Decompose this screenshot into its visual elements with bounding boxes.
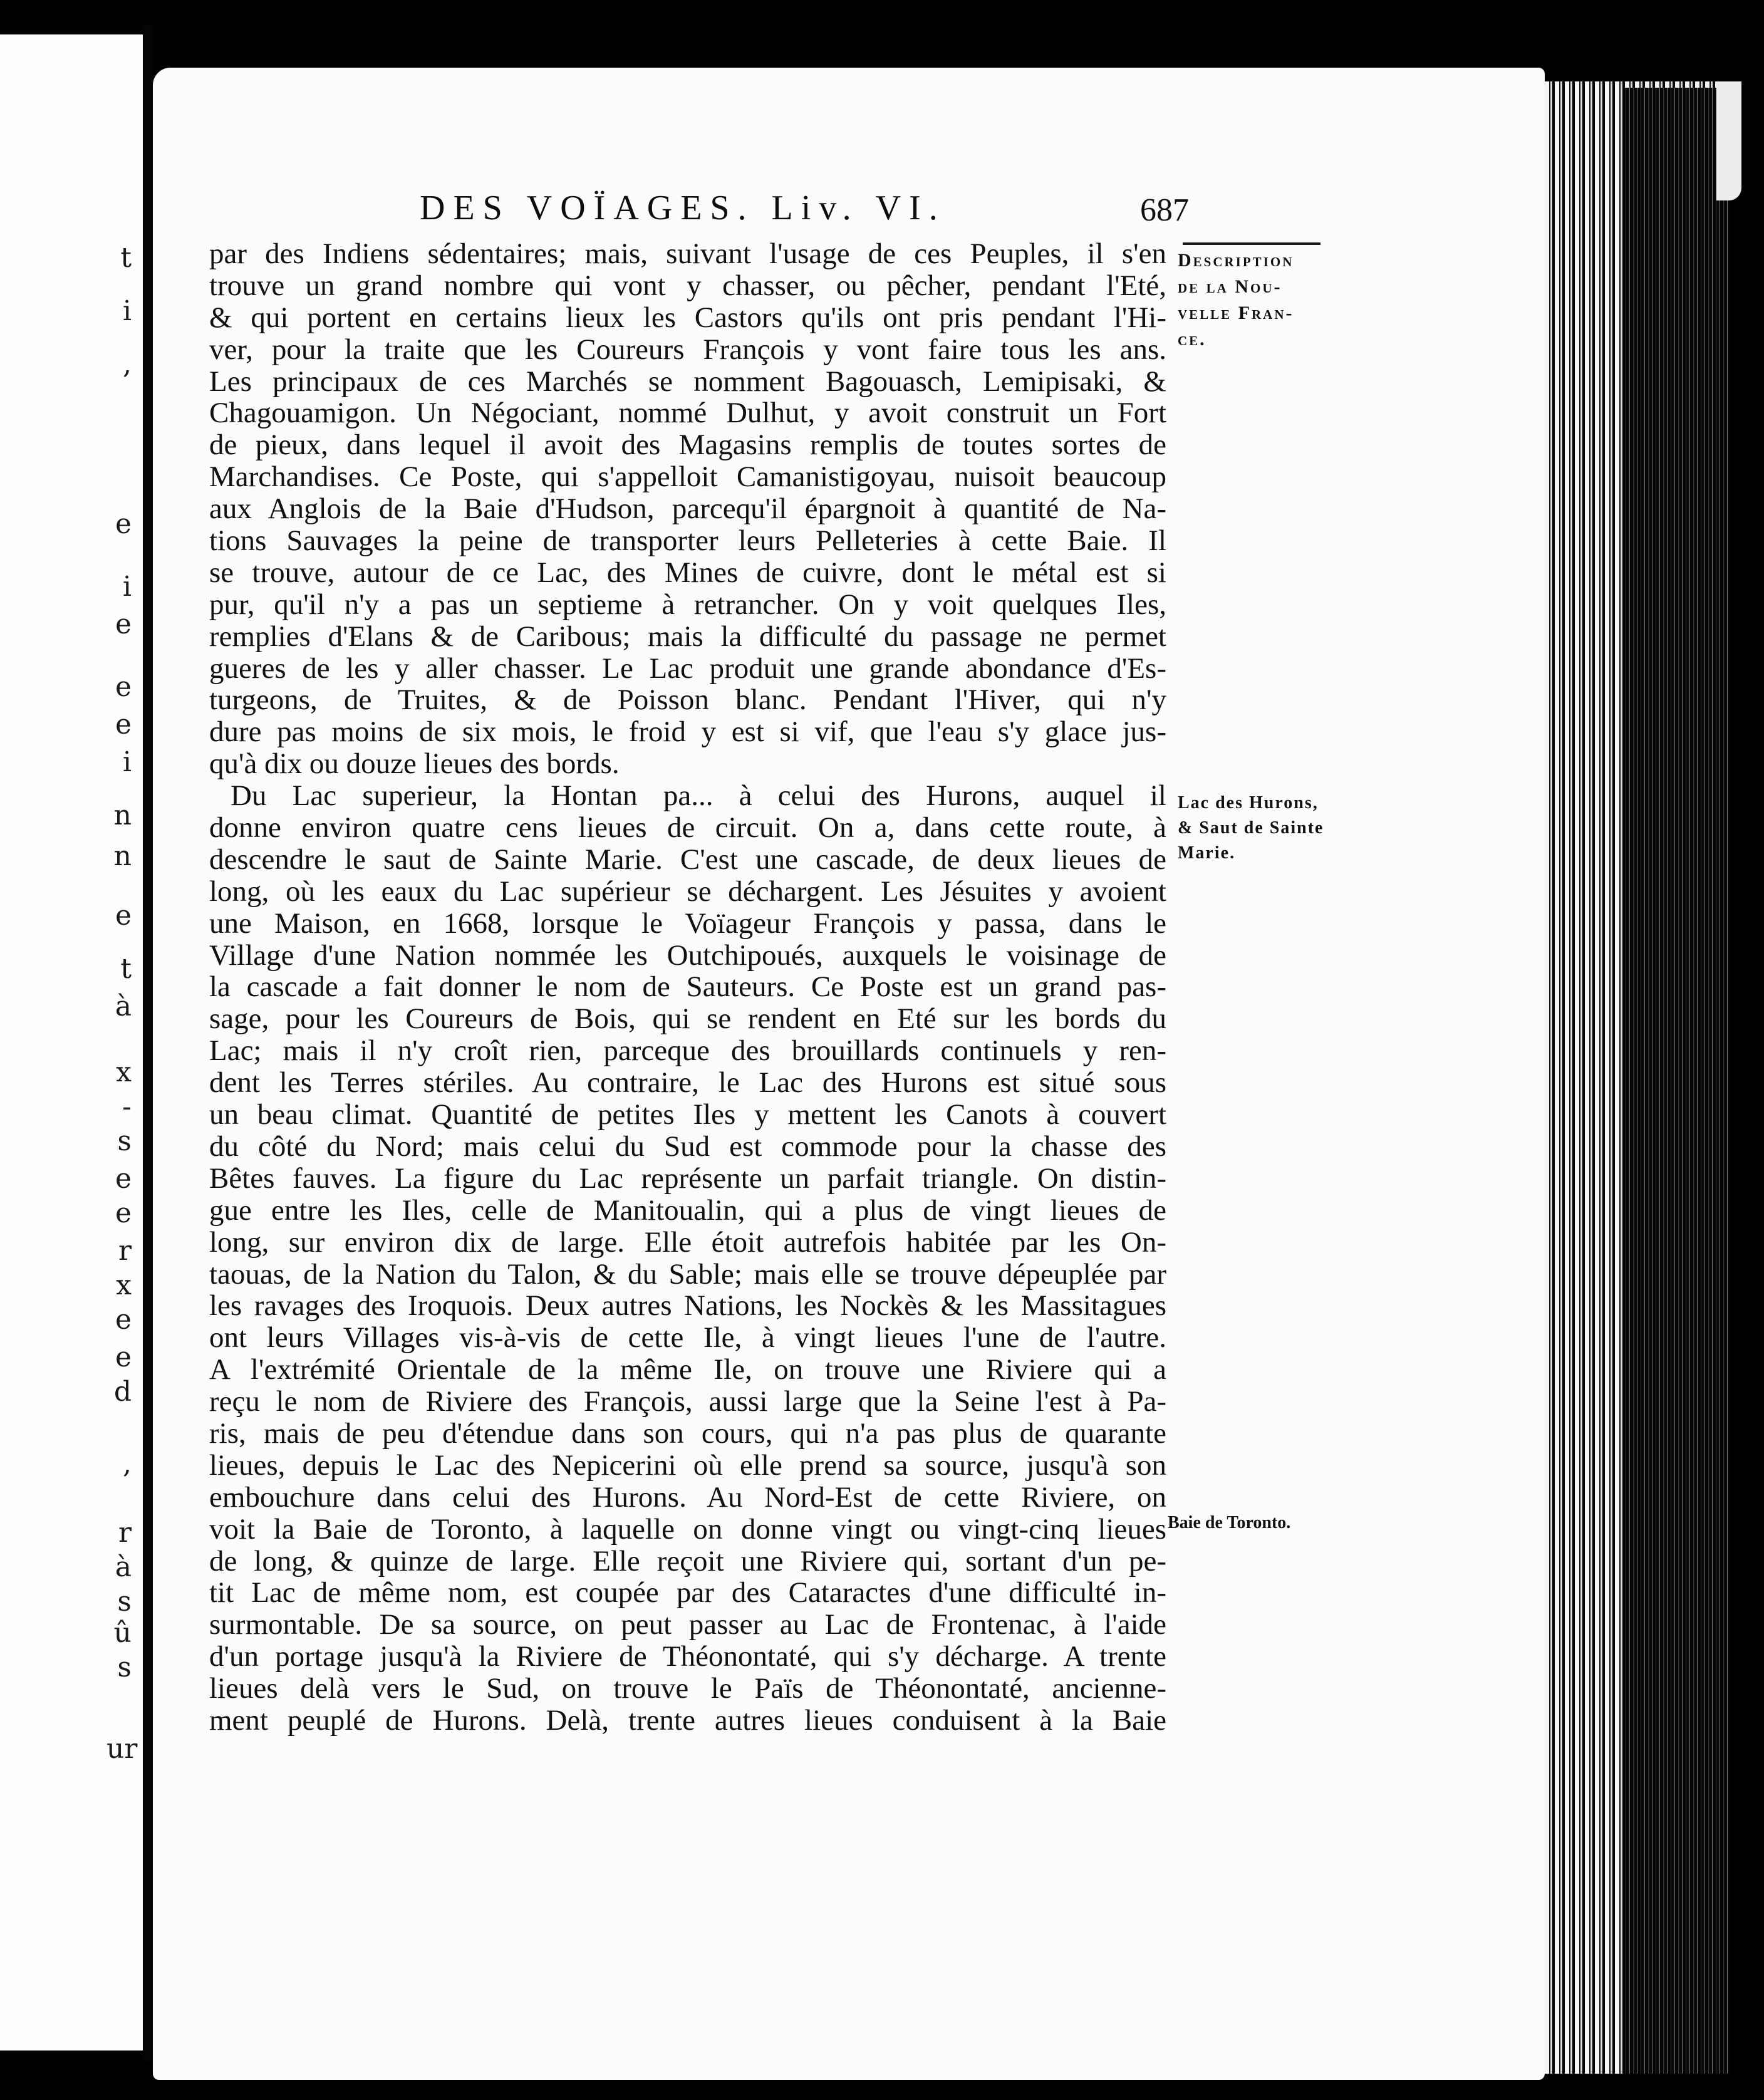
text-line: A l'extrémité Orientale de la même Ile, on trouve une Riviere qui a [209, 1353, 1166, 1386]
text-line: & qui portent en certains lieux les Castors qu'ils ont pris pendant l'Hi- [209, 301, 1166, 334]
marginal-note-description [1178, 247, 1333, 353]
marginal-note-line: de la Nou- [1178, 276, 1282, 297]
text-line: aux Anglois de la Baie d'Hudson, parcequ'il épargnoit à quantité de Na- [209, 492, 1166, 526]
text-line: ris, mais de peu d'étendue dans son cours, qui n'a pas plus de quarante [209, 1416, 1166, 1450]
facing-page-fragment: t [120, 953, 132, 985]
facing-page-fragment: s [117, 1586, 132, 1618]
facing-page-fragment: e [115, 1197, 132, 1229]
text-line: turgeons, de Truites, & de Poisson blanc. Pendant l'Hiver, qui n'y [209, 684, 1166, 717]
facing-page-fragment: i [122, 746, 132, 778]
facing-page-fragment: e [115, 900, 132, 932]
facing-page-fragment: à [115, 990, 132, 1022]
text-line: voit la Baie de Toronto, à laquelle on donne vingt ou vingt-cinq lieues [209, 1512, 1166, 1546]
marginal-note-line: Lac des Hurons, [1178, 793, 1319, 813]
facing-page-fragment: ur [106, 1733, 138, 1765]
text-line: pur, qu'il n'y a pas un septieme à retrancher. On y voit quelques Iles, [209, 588, 1166, 621]
marginal-note-line: ce. [1178, 329, 1206, 350]
marginal-note-line: Baie de Toronto. [1168, 1513, 1291, 1532]
text-line: lieues, depuis le Lac des Nepicerini où elle prend sa source, jusqu'à son [209, 1448, 1166, 1482]
facing-page-fragment: e [115, 608, 132, 640]
text-line: Village d'une Nation nommée les Outchipoués, auxquels le voisinage de [209, 938, 1166, 972]
text-line: d'un portage jusqu'à la Riviere de Théonontaté, qui s'y décharge. A trente [209, 1640, 1166, 1673]
text-line: embouchure dans celui des Hurons. Au Nord-Est de cette Riviere, on [209, 1480, 1166, 1514]
text-line: gue entre les Iles, celle de Manitoualin, qui a plus de vingt lieues de [209, 1193, 1166, 1227]
facing-page-fragment: i [122, 571, 132, 603]
facing-page-fragment: n [113, 840, 132, 872]
facing-page-fragment: i [122, 295, 132, 327]
facing-page-fragment: e [115, 1163, 132, 1195]
text-line: long, où les eaux du Lac supérieur se déchargent. Les Jésuites y avoient [209, 875, 1166, 908]
text-line: de pieux, dans lequel il avoit des Magasins remplis de toutes sortes de [209, 429, 1166, 462]
text-line: se trouve, autour de ce Lac, des Mines de cuivre, dont le métal est si [209, 556, 1166, 589]
facing-page-fragment: , [123, 348, 132, 380]
page-number: 687 [1140, 192, 1189, 228]
facing-page-fragment: s [117, 1651, 132, 1683]
running-head: DES VOÏAGES. Liv. VI. [420, 189, 946, 227]
text-line: les ravages des Iroquois. Deux autres Nations, les Nockès & les Massitagues [209, 1289, 1166, 1323]
text-line: long, sur environ dix de large. Elle étoit autrefois habitée par les On- [209, 1225, 1166, 1259]
text-line: dure pas moins de six mois, le froid y est si vif, que l'eau s'y glace jus- [209, 715, 1166, 749]
facing-page-fragment: e [115, 1341, 132, 1373]
book-page-edges-shadow [1622, 88, 1730, 2074]
facing-page-fragment: , [123, 1448, 132, 1480]
text-line: Bêtes fauves. La figure du Lac représente un parfait triangle. On distin- [209, 1162, 1166, 1195]
text-line: remplies d'Elans & de Caribous; mais la difficulté du passage ne permet [209, 620, 1166, 653]
text-line: trouve un grand nombre qui vont y chasser, ou pêcher, pendant l'Eté, [209, 269, 1166, 302]
marginal-note-line: Description [1178, 250, 1294, 271]
facing-page-fragment: t [120, 242, 132, 274]
text-line: Lac; mais il n'y croît rien, parceque des brouillards continuels y ren- [209, 1034, 1166, 1068]
facing-page-fragment: x [116, 1269, 132, 1301]
book-gutter [143, 25, 153, 2061]
facing-page-fragment: r [118, 1517, 132, 1549]
facing-page-edge [0, 34, 145, 2051]
text-line: Chagouamigon. Un Négociant, nommé Dulhut, y avoit construit un Fort [209, 397, 1166, 430]
text-line: Marchandises. Ce Poste, qui s'appelloit Camanistigoyau, nuisoit beaucoup [209, 460, 1166, 494]
text-line: Du Lac superieur, la Hontan pa... à celui des Hurons, auquel il [231, 779, 1166, 813]
text-line: donne environ quatre cens lieues de circuit. On a, dans cette route, à [209, 811, 1166, 845]
text-line: gueres de les y aller chasser. Le Lac produit une grande abondance d'Es- [209, 652, 1166, 685]
facing-page-fragment: - [122, 1091, 132, 1123]
text-line: descendre le saut de Sainte Marie. C'est une cascade, de deux lieues de [209, 843, 1166, 876]
facing-page-fragment: r [118, 1235, 132, 1267]
text-line: tions Sauvages la peine de transporter leurs Pelleteries à cette Baie. Il [209, 524, 1166, 558]
facing-page-fragment: x [116, 1056, 132, 1088]
text-line: une Maison, en 1668, lorsque le Voïageur François y passa, dans le [209, 907, 1166, 940]
text-line: reçu le nom de Riviere des François, aussi large que la Seine l'est à Pa- [209, 1385, 1166, 1418]
marginal-note-line: velle Fran- [1178, 303, 1294, 323]
text-line: taouas, de la Nation du Talon, & du Sable; mais elle se trouve dépeuplée par [209, 1257, 1166, 1291]
text-line: ont leurs Villages vis-à-vis de cette Ile, à vingt lieues l'une de l'autre. [209, 1321, 1166, 1354]
text-line: lieues delà vers le Sud, on trouve le Païs de Théonontaté, ancienne- [209, 1672, 1166, 1705]
text-line: la cascade a fait donner le nom de Sauteurs. Ce Poste est un grand pas- [209, 970, 1166, 1004]
facing-page-fragment: e [115, 671, 132, 703]
margin-rule [1183, 242, 1320, 245]
text-line: du côté du Nord; mais celui du Sud est commode pour la chasse des [209, 1130, 1166, 1163]
facing-page-fragment: s [117, 1125, 132, 1157]
text-line: de long, & quinze de large. Elle reçoit une Riviere qui, sortant d'un pe- [209, 1544, 1166, 1578]
facing-page-fragment: e [115, 508, 132, 540]
marginal-note-line: Marie. [1178, 843, 1236, 863]
facing-page-fragment: à [115, 1551, 132, 1583]
facing-page-fragment: e [115, 1304, 132, 1336]
marginal-note-baie-de-toronto [1168, 1510, 1331, 1536]
facing-page-fragment: d [113, 1376, 132, 1408]
text-line: Les principaux de ces Marchés se nomment Bagouasch, Lemipisaki, & [209, 365, 1166, 398]
facing-page-fragment: n [113, 799, 132, 831]
marginal-note-line: & Saut de Sainte [1178, 818, 1324, 838]
text-line: ver, pour la traite que les Coureurs François y vont faire tous les ans. [209, 333, 1166, 366]
facing-page-fragment: û [113, 1617, 132, 1649]
text-line: tit Lac de même nom, est coupée par des Cataractes d'une difficulté in- [209, 1576, 1166, 1609]
page-corner [1716, 81, 1741, 200]
text-line: sage, pour les Coureurs de Bois, qui se rendent en Eté sur les bords du [209, 1002, 1166, 1036]
text-line: surmontable. De sa source, on peut passer au Lac de Frontenac, à l'aide [209, 1608, 1166, 1641]
text-line: par des Indiens sédentaires; mais, suivant l'usage de ces Peuples, il s'en [209, 237, 1166, 270]
facing-page-fragment: e [115, 709, 132, 741]
text-line: dent les Terres stériles. Au contraire, le Lac des Hurons est situé sous [209, 1066, 1166, 1099]
marginal-note-lac-des-hurons [1178, 791, 1333, 866]
text-line: ment peuplé de Hurons. Delà, trente autres lieues conduisent à la Baie [209, 1703, 1166, 1737]
text-line: un beau climat. Quantité de petites Iles y mettent les Canots à couvert [209, 1098, 1166, 1131]
body-text [209, 238, 1166, 1737]
text-line: qu'à dix ou douze lieues des bords. [209, 747, 620, 781]
